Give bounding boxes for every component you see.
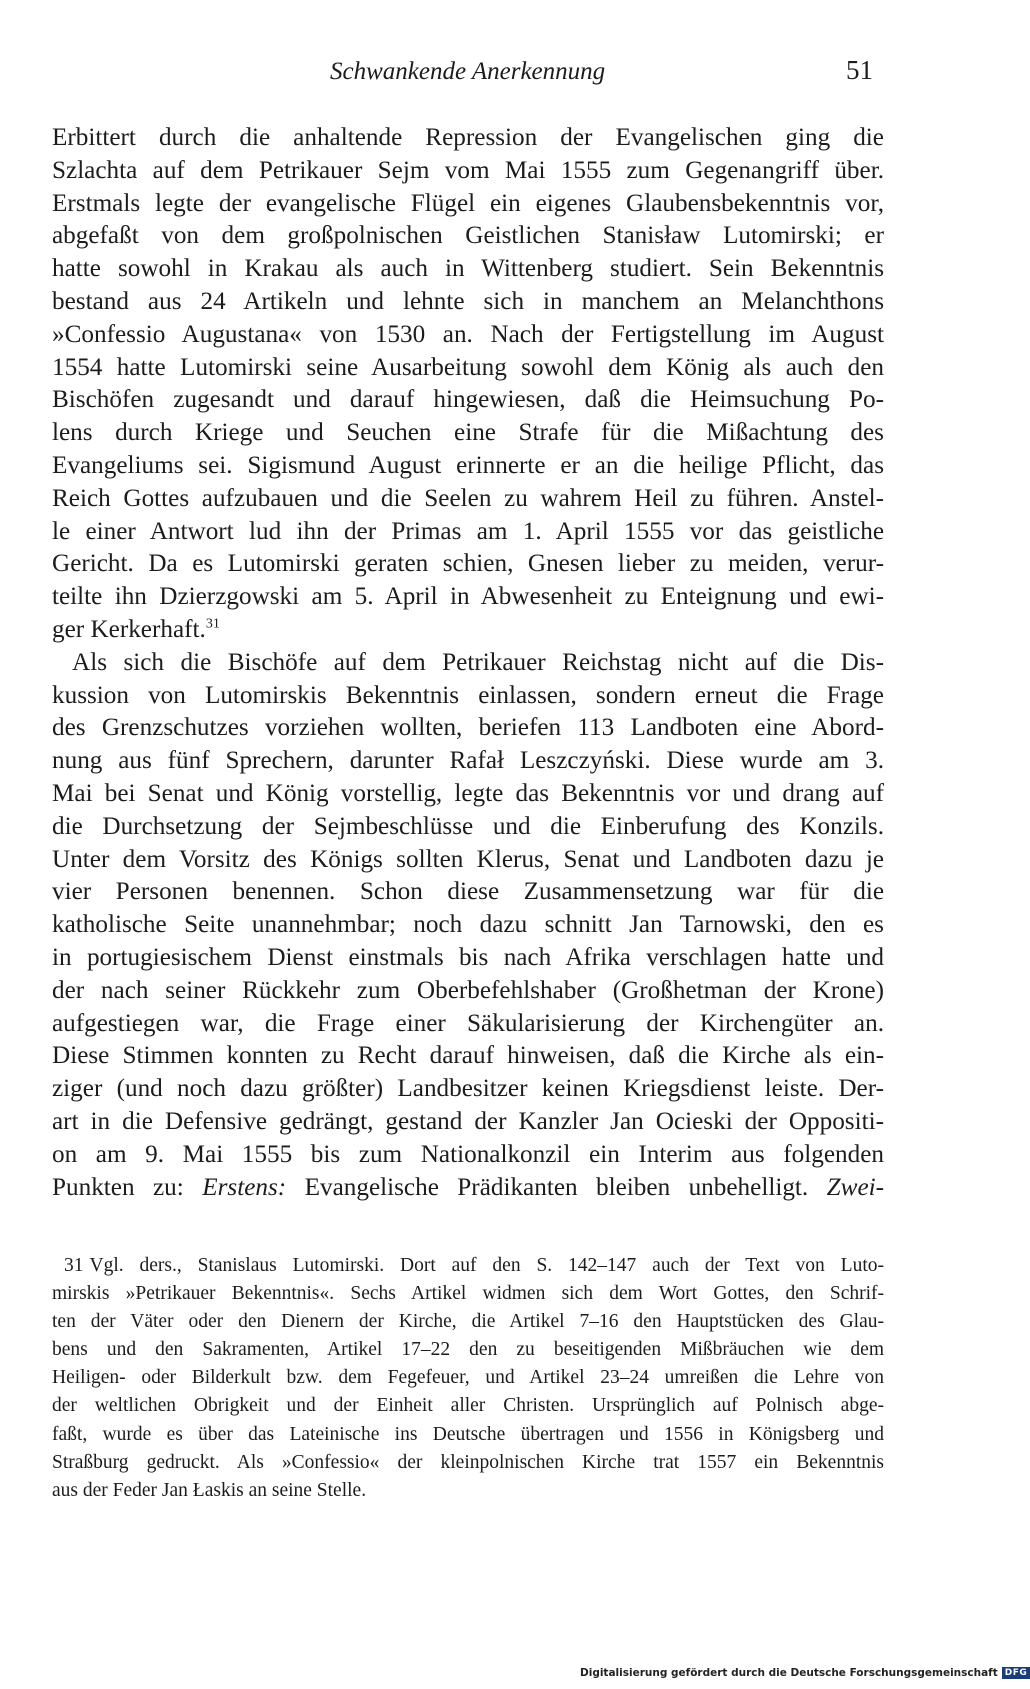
footnote-line: Heiligen- oder Bilderkult bzw. dem Fegefeuer, und Artikel 23–24 umreißen die Lehre von [52,1367,884,1389]
footnote-block [52,1252,884,1505]
dfg-logo: DFG [1002,1667,1030,1679]
text-line: nung aus fünf Sprechern, darunter Rafał Leszczyński. Diese wurde am 3. [52,747,884,775]
text-line: teilte ihn Dzierzgowski am 5. April in Abwesenheit zu Enteignung und ewi- [52,583,884,611]
footnote-text: Vgl. ders., Stanislaus Lutomirski. Dort auf den S. 142–147 auch der Text von Luto- [89,1255,884,1276]
footnote-line [52,1252,884,1280]
emphasis-text: Zwei- [826,1173,885,1201]
credit-text: Digitalisierung gefördert durch die Deutsche Forschungsgemeinschaft [580,1667,998,1679]
text-line: des Grenzschutzes vorziehen wollten, beriefen 113 Landboten eine Abord- [52,714,884,742]
text-line: vier Personen benennen. Schon diese Zusammensetzung war für die [52,878,884,906]
running-title: Schwankende Anerkennung [330,58,606,85]
text-line: abgefaßt von dem großpolnischen Geistlichen Stanisław Lutomirski; er [52,222,884,250]
text-line: Diese Stimmen konnten zu Recht darauf hinweisen, daß die Kirche als ein- [52,1042,884,1070]
footnote-reference[interactable]: 31 [205,616,220,632]
text-line: lens durch Kriege und Seuchen eine Strafe für die Mißachtung des [52,419,884,447]
text-line: kussion von Lutomirskis Bekenntnis einlassen, sondern erneut die Frage [52,681,884,709]
text-line: katholische Seite unannehmbar; noch dazu schnitt Jan Tarnowski, den es [52,911,884,939]
text-line: die Durchsetzung der Sejmbeschlüsse und die Einberufung des Konzils. [52,812,884,840]
text-line: Erstmals legte der evangelische Flügel ein eigenes Glaubensbekenntnis vor, [52,189,884,217]
text-line: Evangeliums sei. Sigismund August erinnerte er an die heilige Pflicht, das [52,451,884,479]
footnote-line: aus der Feder Jan Łaskis an seine Stelle. [52,1479,367,1501]
text-line: in portugiesischem Dienst einstmals bis nach Afrika verschlagen hatte und [52,943,884,971]
text-line: on am 9. Mai 1555 bis zum Nationalkonzil ein Interim aus folgenden [52,1140,884,1168]
text-line: Unter dem Vorsitz des Königs sollten Klerus, Senat und Landboten dazu je [52,845,884,873]
text-line: 1554 hatte Lutomirski seine Ausarbeitung sowohl dem König als auch den [52,353,884,381]
page-number: 51 [846,55,873,85]
text-line: Erbittert durch die anhaltende Repression der Evangelischen ging die [52,124,884,151]
text-line: aufgestiegen war, die Frage einer Säkularisierung der Kirchengüter an. [52,1009,884,1037]
text-line: bestand aus 24 Artikeln und lehnte sich in manchem an Melanchthons [52,287,884,315]
footnote-line: ten der Väter oder den Dienern der Kirche, die Artikel 7–16 den Hauptstücken des Glau- [52,1311,884,1333]
text-line: art in die Defensive gedrängt, gestand der Kanzler Jan Ocieski der Oppositi- [52,1107,884,1135]
text-line: Bischöfen zugesandt und darauf hingewiesen, daß die Heimsuchung Po- [52,386,884,414]
footnote-line: der weltlichen Obrigkeit und der Einheit aller Christen. Ursprünglich auf Polnisch abge- [52,1395,884,1417]
text-line: le einer Antwort lud ihn der Primas am 1. April 1555 vor das geistliche [52,517,884,545]
main-text [52,122,884,1204]
text-segment: Punkten zu: [52,1173,184,1201]
footnote-line: faßt, wurde es über das Lateinische ins Deutsche übertragen und 1556 in Königsberg und [52,1423,884,1445]
text-line-content: ger Kerkerhaft. [52,615,206,643]
footnote-line: mirskis »Petrikauer Bekenntnis«. Sechs Artikel widmen sich dem Wort Gottes, den Schrif- [52,1283,884,1305]
footnote-number: 31 [64,1255,84,1276]
running-header [0,55,1000,95]
paragraph-first-line: Als sich die Bischöfe auf dem Petrikauer Reichstag nicht auf die Dis- [72,648,884,676]
text-line: ziger (und noch dazu größter) Landbesitzer keinen Kriegsdienst leiste. Der- [52,1075,884,1103]
text-segment: Evangelische Prädikanten bleiben unbehelligt. [304,1173,809,1201]
text-line [52,614,884,647]
text-line: Mai bei Senat und König vorstellig, legte das Bekenntnis vor und drang auf [52,779,884,807]
digitization-credit [580,1667,1028,1683]
footnote-line: Straßburg gedruckt. Als »Confessio« der kleinpolnischen Kirche trat 1557 ein Bekenntnis [52,1451,884,1473]
text-line: Reich Gottes aufzubauen und die Seelen zu wahrem Heil zu führen. Anstel- [52,484,884,512]
text-line: »Confessio Augustana« von 1530 an. Nach der Fertigstellung im August [52,320,884,348]
text-line: Szlachta auf dem Petrikauer Sejm vom Mai 1555 zum Gegenangriff über. [52,156,884,184]
text-line [52,1172,884,1205]
footnote-line: bens und den Sakramenten, Artikel 17–22 den zu beseitigenden Mißbräuchen wie dem [52,1339,884,1361]
text-line: Gericht. Da es Lutomirski geraten schien, Gnesen lieber zu meiden, verur- [52,550,884,578]
text-line: der nach seiner Rückkehr zum Oberbefehlshaber (Großhetman der Krone) [52,976,884,1004]
emphasis-text: Erstens: [202,1173,287,1201]
text-line: hatte sowohl in Krakau als auch in Wittenberg studiert. Sein Bekenntnis [52,255,884,283]
